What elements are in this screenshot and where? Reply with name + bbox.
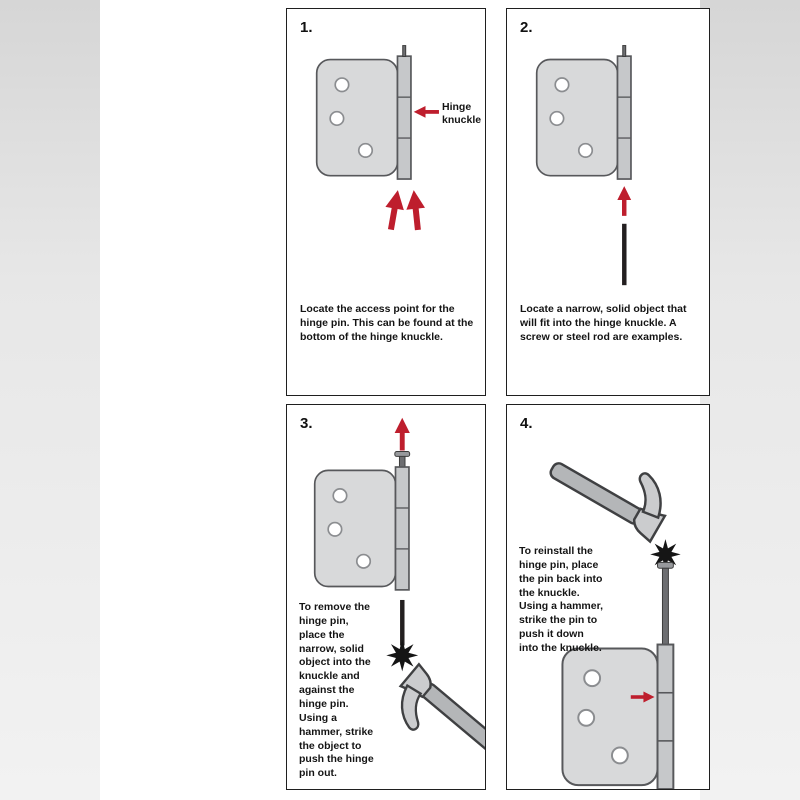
step-number: 3.: [300, 415, 313, 432]
hinge-pin-tip: [623, 46, 626, 57]
up-arrow-icon: [382, 188, 407, 231]
hinge-pin-shaft: [662, 568, 668, 645]
step-number: 1.: [300, 19, 313, 36]
hinge-pin-tip: [403, 46, 406, 57]
hinge: [315, 467, 409, 590]
hinge-pin-head: [658, 562, 674, 568]
step-panel-1: [286, 8, 486, 396]
hinge-knuckle-label: Hinge knuckle: [442, 101, 482, 127]
up-arrow-icon: [395, 418, 410, 451]
hinge: [317, 56, 411, 179]
step-number: 2.: [520, 19, 533, 36]
step-panel-2: [506, 8, 710, 396]
hammer: [384, 664, 485, 781]
hammer: [545, 431, 679, 541]
step-panel-3: [286, 404, 486, 790]
step-number: 4.: [520, 415, 533, 432]
hinge: [562, 645, 673, 789]
step-caption: Locate a narrow, solid object that will fit into the hinge knuckle. A screw or steel rod are examples.: [520, 303, 687, 343]
left-arrow-icon: [414, 106, 439, 118]
step-panel-4: [506, 404, 710, 790]
step-caption: Locate the access point for the hinge pin. This can be found at the bottom of the hinge knuckle.: [300, 303, 474, 343]
instruction-sheet: [100, 0, 700, 800]
step-caption: To reinstall the hinge pin, place the pin back into the knuckle. Using a hammer, strike the pin to push it down into the knuckle.: [519, 545, 604, 655]
steel-rod: [400, 600, 404, 646]
up-arrow-icon: [404, 189, 427, 231]
impact-star-icon: [386, 639, 418, 671]
steel-rod: [622, 224, 626, 285]
step-caption: To remove the hinge pin, place the narrow, solid object into the knuckle and against the hinge pin. Using a hammer, strike the object to push the hinge pin out.: [299, 601, 374, 780]
up-arrow-icon: [617, 186, 631, 216]
hinge: [537, 56, 631, 179]
